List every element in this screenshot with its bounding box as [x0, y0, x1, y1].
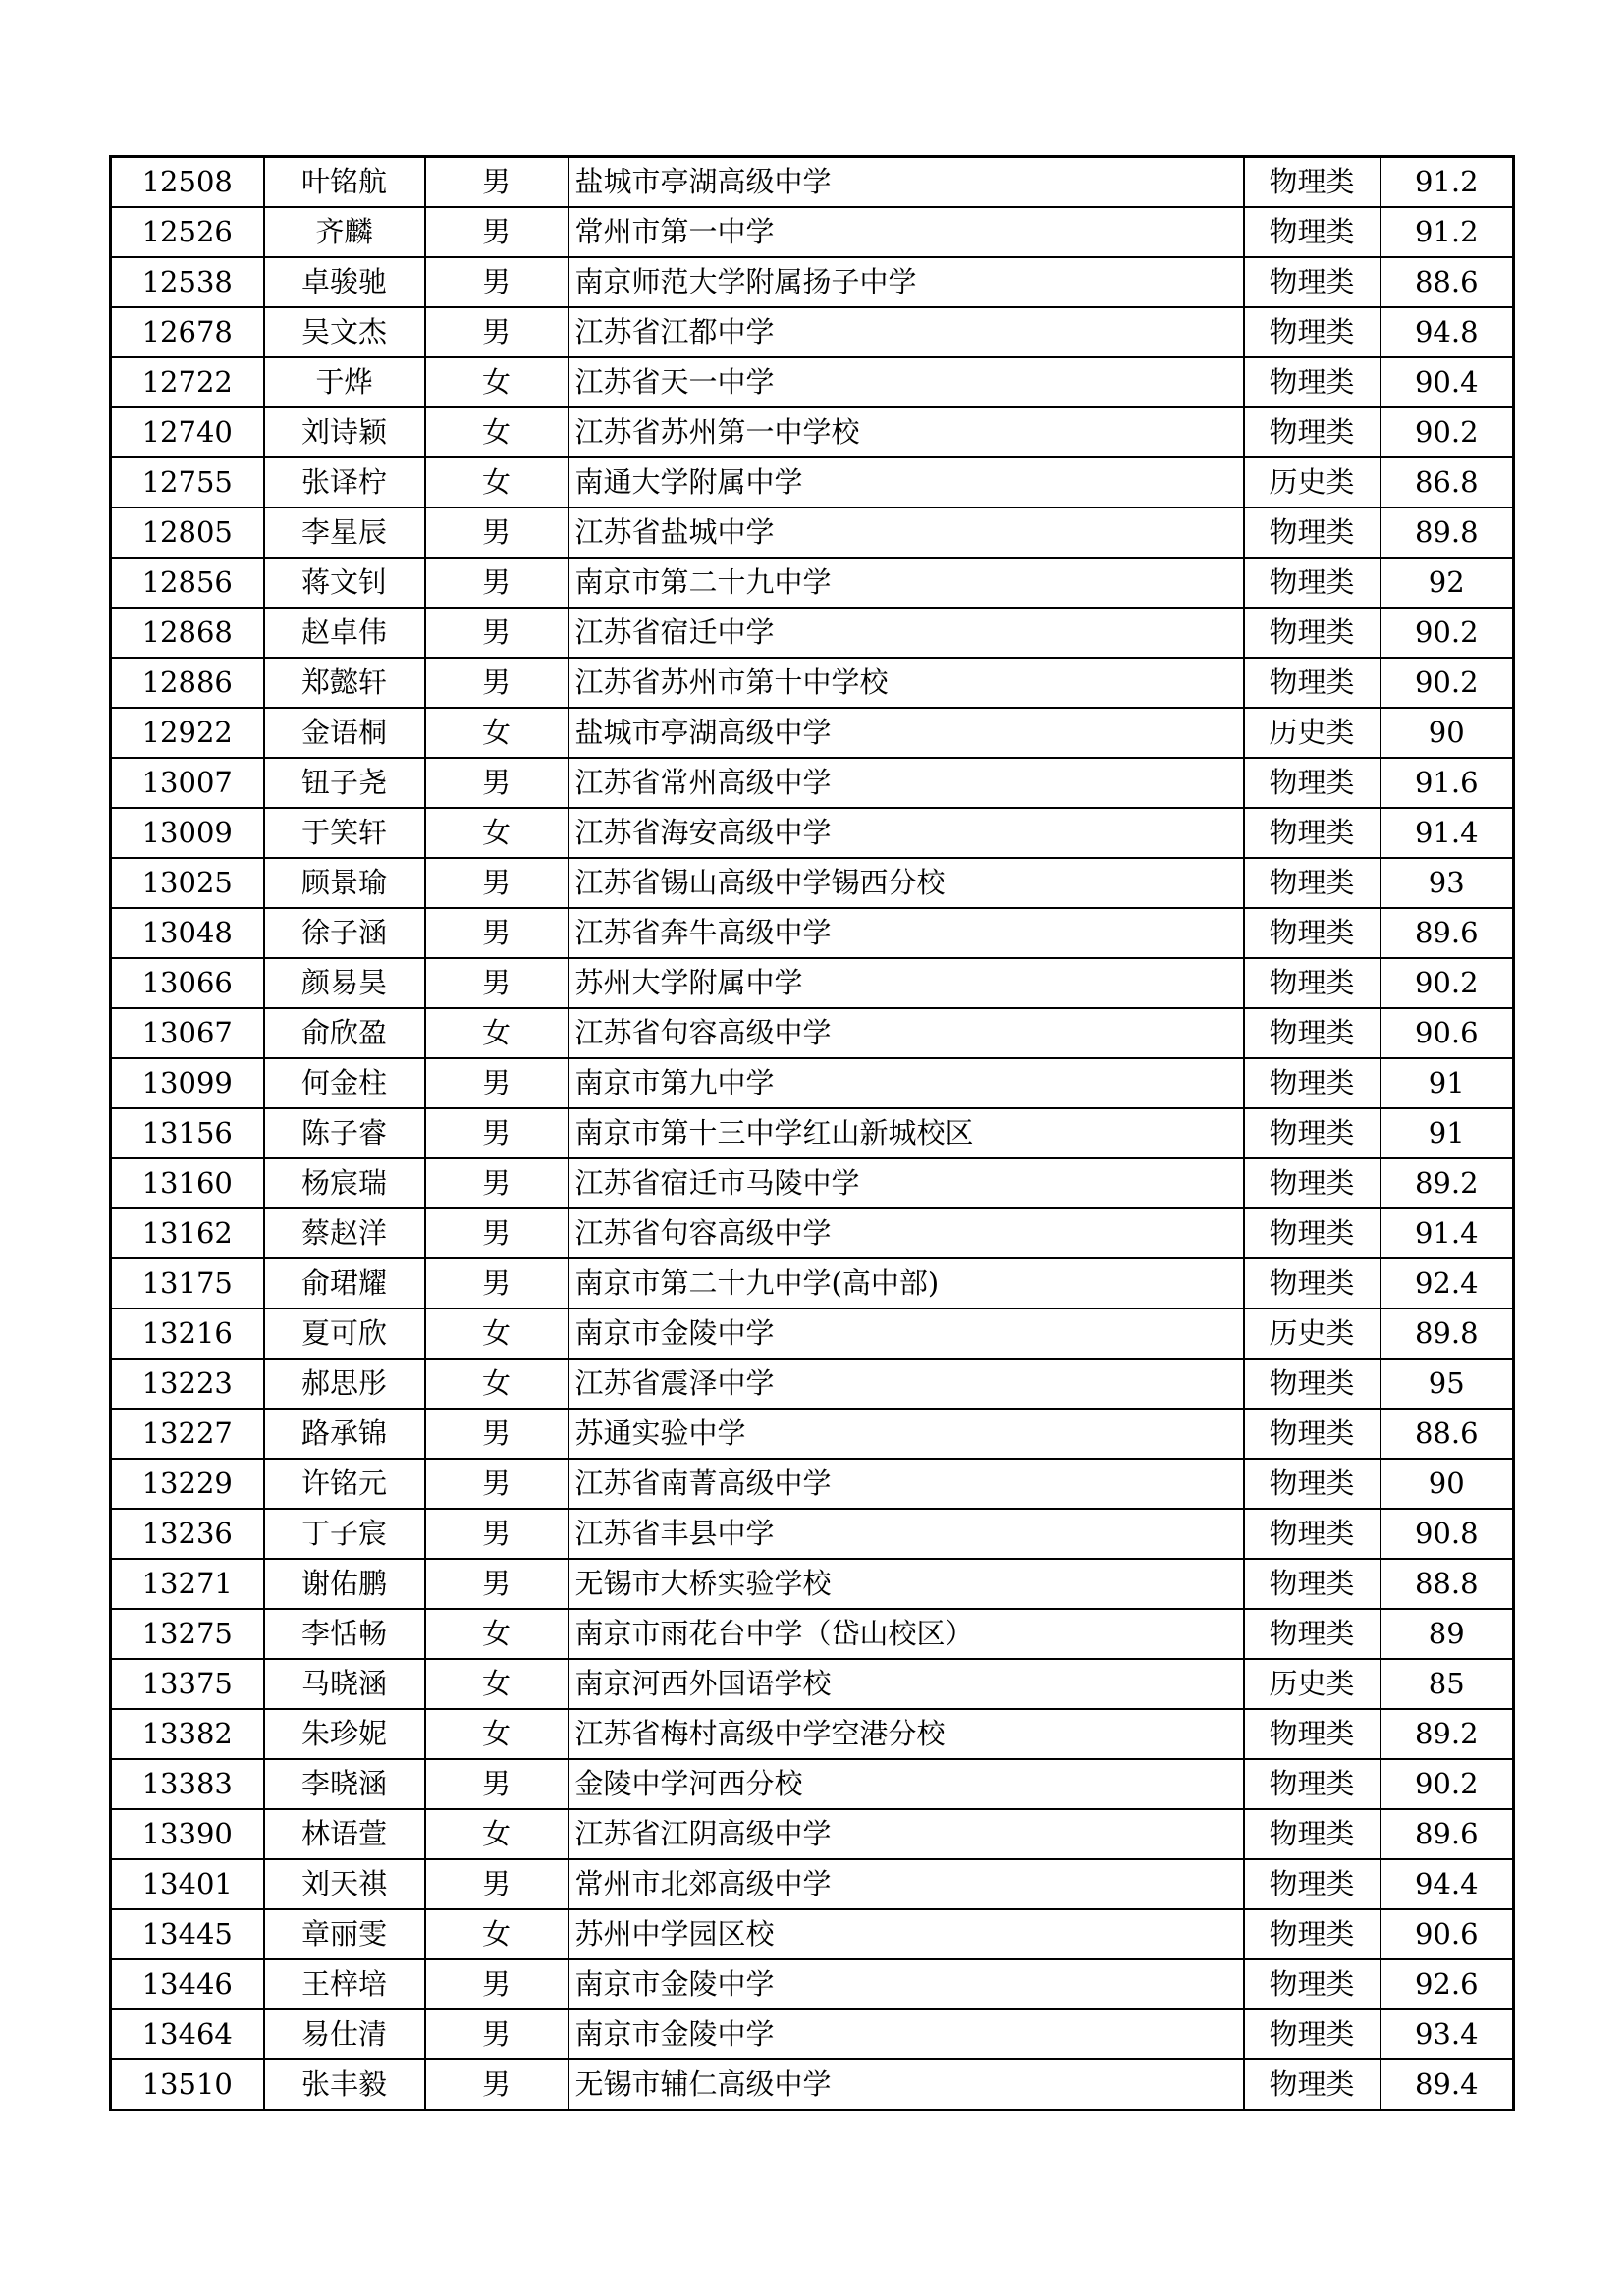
cell-id: 13464 [111, 2009, 264, 2059]
cell-score: 90.2 [1380, 608, 1514, 658]
cell-school: 江苏省苏州市第十中学校 [568, 658, 1244, 708]
cell-track: 物理类 [1244, 1058, 1380, 1108]
cell-gender: 男 [425, 1509, 568, 1559]
cell-gender: 男 [425, 1959, 568, 2009]
cell-gender: 男 [425, 157, 568, 208]
cell-score: 90.6 [1380, 1909, 1514, 1959]
cell-school: 南京市金陵中学 [568, 2009, 1244, 2059]
cell-track: 物理类 [1244, 608, 1380, 658]
cell-name: 叶铭航 [264, 157, 425, 208]
cell-score: 91 [1380, 1108, 1514, 1158]
table-row [111, 1859, 1514, 1909]
table-row [111, 457, 1514, 507]
cell-gender: 男 [425, 608, 568, 658]
cell-score: 94.4 [1380, 1859, 1514, 1909]
cell-id: 13227 [111, 1409, 264, 1459]
cell-id: 13375 [111, 1659, 264, 1709]
cell-track: 物理类 [1244, 2059, 1380, 2110]
cell-name: 俞欣盈 [264, 1008, 425, 1058]
table-row [111, 407, 1514, 457]
table-row [111, 908, 1514, 958]
cell-id: 13216 [111, 1308, 264, 1359]
cell-id: 12805 [111, 507, 264, 558]
cell-score: 88.8 [1380, 1559, 1514, 1609]
cell-track: 物理类 [1244, 1008, 1380, 1058]
cell-score: 89.6 [1380, 908, 1514, 958]
table-row [111, 257, 1514, 307]
cell-gender: 男 [425, 307, 568, 357]
cell-name: 金语桐 [264, 708, 425, 758]
cell-name: 赵卓伟 [264, 608, 425, 658]
cell-name: 卓骏驰 [264, 257, 425, 307]
table-row [111, 307, 1514, 357]
cell-school: 南京市金陵中学 [568, 1308, 1244, 1359]
table-row [111, 1559, 1514, 1609]
cell-name: 刘诗颖 [264, 407, 425, 457]
cell-name: 朱珍妮 [264, 1709, 425, 1759]
cell-school: 苏州大学附属中学 [568, 958, 1244, 1008]
cell-name: 易仕清 [264, 2009, 425, 2059]
cell-track: 物理类 [1244, 1158, 1380, 1208]
cell-name: 林语萱 [264, 1809, 425, 1859]
cell-id: 13048 [111, 908, 264, 958]
cell-gender: 男 [425, 1409, 568, 1459]
cell-gender: 女 [425, 407, 568, 457]
table-row [111, 1308, 1514, 1359]
cell-score: 92.4 [1380, 1258, 1514, 1308]
cell-school: 南京市雨花台中学（岱山校区） [568, 1609, 1244, 1659]
cell-school: 江苏省海安高级中学 [568, 808, 1244, 858]
cell-name: 杨宸瑞 [264, 1158, 425, 1208]
cell-track: 物理类 [1244, 1559, 1380, 1609]
cell-track: 物理类 [1244, 407, 1380, 457]
cell-gender: 男 [425, 2009, 568, 2059]
cell-gender: 女 [425, 1359, 568, 1409]
cell-id: 13236 [111, 1509, 264, 1559]
cell-score: 89.2 [1380, 1158, 1514, 1208]
table-row [111, 958, 1514, 1008]
cell-gender: 男 [425, 207, 568, 257]
cell-track: 物理类 [1244, 958, 1380, 1008]
cell-gender: 女 [425, 1909, 568, 1959]
roster-body [111, 157, 1514, 2110]
cell-gender: 男 [425, 1108, 568, 1158]
cell-track: 历史类 [1244, 457, 1380, 507]
cell-score: 88.6 [1380, 257, 1514, 307]
table-row [111, 1459, 1514, 1509]
cell-name: 张丰毅 [264, 2059, 425, 2110]
cell-track: 物理类 [1244, 1509, 1380, 1559]
cell-id: 13510 [111, 2059, 264, 2110]
cell-id: 13383 [111, 1759, 264, 1809]
cell-gender: 男 [425, 1459, 568, 1509]
cell-id: 13162 [111, 1208, 264, 1258]
table-row [111, 357, 1514, 407]
cell-name: 李晓涵 [264, 1759, 425, 1809]
cell-school: 江苏省盐城中学 [568, 507, 1244, 558]
cell-gender: 女 [425, 1008, 568, 1058]
table-row [111, 708, 1514, 758]
cell-school: 江苏省江阴高级中学 [568, 1809, 1244, 1859]
cell-score: 89 [1380, 1609, 1514, 1659]
table-row [111, 1258, 1514, 1308]
cell-track: 物理类 [1244, 1108, 1380, 1158]
cell-id: 13401 [111, 1859, 264, 1909]
cell-gender: 女 [425, 808, 568, 858]
cell-id: 13275 [111, 1609, 264, 1659]
table-row [111, 1809, 1514, 1859]
cell-school: 江苏省句容高级中学 [568, 1208, 1244, 1258]
cell-gender: 女 [425, 1809, 568, 1859]
cell-score: 89.2 [1380, 1709, 1514, 1759]
table-row [111, 658, 1514, 708]
cell-id: 13390 [111, 1809, 264, 1859]
cell-score: 90.4 [1380, 357, 1514, 407]
cell-score: 91.6 [1380, 758, 1514, 808]
table-row [111, 808, 1514, 858]
table-row [111, 1158, 1514, 1208]
cell-name: 蒋文钊 [264, 558, 425, 608]
cell-gender: 男 [425, 1559, 568, 1609]
cell-name: 颜易昊 [264, 958, 425, 1008]
cell-school: 江苏省宿迁市马陵中学 [568, 1158, 1244, 1208]
cell-name: 路承锦 [264, 1409, 425, 1459]
cell-gender: 男 [425, 257, 568, 307]
cell-name: 郑懿轩 [264, 658, 425, 708]
table-row [111, 1709, 1514, 1759]
cell-name: 蔡赵洋 [264, 1208, 425, 1258]
table-row [111, 1359, 1514, 1409]
cell-name: 张译柠 [264, 457, 425, 507]
cell-score: 91.2 [1380, 157, 1514, 208]
cell-track: 物理类 [1244, 1459, 1380, 1509]
cell-school: 江苏省苏州第一中学校 [568, 407, 1244, 457]
cell-id: 12856 [111, 558, 264, 608]
cell-school: 南京河西外国语学校 [568, 1659, 1244, 1709]
cell-id: 12538 [111, 257, 264, 307]
cell-school: 南京师范大学附属扬子中学 [568, 257, 1244, 307]
cell-school: 江苏省句容高级中学 [568, 1008, 1244, 1058]
cell-id: 13067 [111, 1008, 264, 1058]
cell-name: 陈子睿 [264, 1108, 425, 1158]
cell-gender: 女 [425, 1709, 568, 1759]
cell-score: 90.2 [1380, 658, 1514, 708]
cell-school: 江苏省锡山高级中学锡西分校 [568, 858, 1244, 908]
table-row [111, 1108, 1514, 1158]
cell-score: 88.6 [1380, 1409, 1514, 1459]
cell-school: 江苏省奔牛高级中学 [568, 908, 1244, 958]
cell-school: 盐城市亭湖高级中学 [568, 157, 1244, 208]
cell-school: 常州市第一中学 [568, 207, 1244, 257]
cell-name: 刘天祺 [264, 1859, 425, 1909]
cell-gender: 女 [425, 457, 568, 507]
cell-score: 91 [1380, 1058, 1514, 1108]
cell-school: 江苏省宿迁中学 [568, 608, 1244, 658]
cell-name: 何金柱 [264, 1058, 425, 1108]
cell-score: 90.2 [1380, 958, 1514, 1008]
cell-gender: 男 [425, 1208, 568, 1258]
cell-id: 13156 [111, 1108, 264, 1158]
table-row [111, 608, 1514, 658]
cell-score: 89.8 [1380, 507, 1514, 558]
cell-id: 13445 [111, 1909, 264, 1959]
cell-school: 苏通实验中学 [568, 1409, 1244, 1459]
cell-score: 90.6 [1380, 1008, 1514, 1058]
cell-track: 物理类 [1244, 507, 1380, 558]
cell-score: 89.6 [1380, 1809, 1514, 1859]
table-row [111, 1509, 1514, 1559]
cell-track: 物理类 [1244, 207, 1380, 257]
cell-school: 南京市第二十九中学(高中部) [568, 1258, 1244, 1308]
cell-name: 顾景瑜 [264, 858, 425, 908]
cell-score: 93.4 [1380, 2009, 1514, 2059]
cell-school: 南京市第九中学 [568, 1058, 1244, 1108]
cell-track: 物理类 [1244, 1759, 1380, 1809]
cell-track: 物理类 [1244, 357, 1380, 407]
cell-id: 12922 [111, 708, 264, 758]
cell-school: 南京市金陵中学 [568, 1959, 1244, 2009]
cell-score: 92 [1380, 558, 1514, 608]
cell-name: 俞珺耀 [264, 1258, 425, 1308]
cell-name: 吴文杰 [264, 307, 425, 357]
cell-track: 物理类 [1244, 1909, 1380, 1959]
cell-track: 物理类 [1244, 1258, 1380, 1308]
cell-name: 于笑轩 [264, 808, 425, 858]
cell-name: 章丽雯 [264, 1909, 425, 1959]
cell-name: 丁子宸 [264, 1509, 425, 1559]
cell-gender: 男 [425, 958, 568, 1008]
cell-name: 李星辰 [264, 507, 425, 558]
cell-school: 常州市北郊高级中学 [568, 1859, 1244, 1909]
table-row [111, 1008, 1514, 1058]
cell-track: 物理类 [1244, 2009, 1380, 2059]
cell-school: 盐城市亭湖高级中学 [568, 708, 1244, 758]
cell-score: 91.4 [1380, 808, 1514, 858]
cell-score: 86.8 [1380, 457, 1514, 507]
cell-school: 苏州中学园区校 [568, 1909, 1244, 1959]
cell-track: 物理类 [1244, 1359, 1380, 1409]
cell-score: 90 [1380, 708, 1514, 758]
cell-name: 郝思彤 [264, 1359, 425, 1409]
cell-school: 南通大学附属中学 [568, 457, 1244, 507]
cell-track: 物理类 [1244, 307, 1380, 357]
cell-track: 物理类 [1244, 858, 1380, 908]
cell-gender: 女 [425, 1609, 568, 1659]
cell-track: 物理类 [1244, 1859, 1380, 1909]
table-row [111, 1409, 1514, 1459]
cell-gender: 男 [425, 858, 568, 908]
cell-gender: 男 [425, 1859, 568, 1909]
cell-gender: 男 [425, 1158, 568, 1208]
cell-school: 江苏省梅村高级中学空港分校 [568, 1709, 1244, 1759]
table-row [111, 1759, 1514, 1809]
table-row [111, 507, 1514, 558]
cell-id: 12508 [111, 157, 264, 208]
cell-id: 12722 [111, 357, 264, 407]
cell-gender: 女 [425, 708, 568, 758]
table-row [111, 207, 1514, 257]
cell-id: 12678 [111, 307, 264, 357]
table-row [111, 1909, 1514, 1959]
cell-gender: 男 [425, 1759, 568, 1809]
cell-school: 江苏省天一中学 [568, 357, 1244, 407]
table-row [111, 1659, 1514, 1709]
cell-gender: 男 [425, 758, 568, 808]
cell-track: 物理类 [1244, 1709, 1380, 1759]
cell-school: 江苏省震泽中学 [568, 1359, 1244, 1409]
cell-gender: 男 [425, 908, 568, 958]
cell-track: 物理类 [1244, 1409, 1380, 1459]
cell-id: 13175 [111, 1258, 264, 1308]
cell-id: 13229 [111, 1459, 264, 1509]
cell-id: 12740 [111, 407, 264, 457]
cell-score: 91.4 [1380, 1208, 1514, 1258]
cell-track: 物理类 [1244, 658, 1380, 708]
cell-name: 齐麟 [264, 207, 425, 257]
cell-gender: 男 [425, 558, 568, 608]
cell-gender: 男 [425, 2059, 568, 2110]
cell-gender: 男 [425, 507, 568, 558]
cell-id: 12755 [111, 457, 264, 507]
cell-gender: 男 [425, 1058, 568, 1108]
cell-score: 90.2 [1380, 1759, 1514, 1809]
cell-score: 95 [1380, 1359, 1514, 1409]
cell-school: 江苏省南菁高级中学 [568, 1459, 1244, 1509]
cell-track: 物理类 [1244, 758, 1380, 808]
cell-gender: 男 [425, 658, 568, 708]
cell-track: 物理类 [1244, 1208, 1380, 1258]
cell-track: 历史类 [1244, 1308, 1380, 1359]
cell-name: 夏可欣 [264, 1308, 425, 1359]
cell-track: 历史类 [1244, 708, 1380, 758]
cell-id: 13160 [111, 1158, 264, 1208]
cell-school: 南京市第十三中学红山新城校区 [568, 1108, 1244, 1158]
cell-id: 13007 [111, 758, 264, 808]
cell-score: 89.4 [1380, 2059, 1514, 2110]
table-row [111, 1959, 1514, 2009]
cell-score: 90.2 [1380, 407, 1514, 457]
cell-score: 92.6 [1380, 1959, 1514, 2009]
cell-name: 于烨 [264, 357, 425, 407]
table-row [111, 157, 1514, 208]
cell-name: 谢佑鹏 [264, 1559, 425, 1609]
table-row [111, 858, 1514, 908]
cell-score: 90.8 [1380, 1509, 1514, 1559]
cell-id: 13066 [111, 958, 264, 1008]
cell-gender: 男 [425, 1258, 568, 1308]
cell-track: 历史类 [1244, 1659, 1380, 1709]
cell-score: 90 [1380, 1459, 1514, 1509]
cell-school: 江苏省丰县中学 [568, 1509, 1244, 1559]
cell-track: 物理类 [1244, 157, 1380, 208]
cell-score: 89.8 [1380, 1308, 1514, 1359]
cell-score: 93 [1380, 858, 1514, 908]
cell-track: 物理类 [1244, 808, 1380, 858]
cell-school: 无锡市辅仁高级中学 [568, 2059, 1244, 2110]
cell-gender: 女 [425, 1308, 568, 1359]
cell-track: 物理类 [1244, 1809, 1380, 1859]
cell-school: 江苏省江都中学 [568, 307, 1244, 357]
table-row [111, 758, 1514, 808]
cell-name: 许铭元 [264, 1459, 425, 1509]
cell-track: 物理类 [1244, 1609, 1380, 1659]
cell-name: 钮子尧 [264, 758, 425, 808]
cell-id: 13382 [111, 1709, 264, 1759]
cell-school: 无锡市大桥实验学校 [568, 1559, 1244, 1609]
table-row [111, 2009, 1514, 2059]
cell-id: 12526 [111, 207, 264, 257]
cell-id: 12868 [111, 608, 264, 658]
cell-track: 物理类 [1244, 908, 1380, 958]
table-row [111, 1058, 1514, 1108]
cell-score: 85 [1380, 1659, 1514, 1709]
cell-track: 物理类 [1244, 558, 1380, 608]
cell-id: 13223 [111, 1359, 264, 1409]
cell-name: 马晓涵 [264, 1659, 425, 1709]
cell-gender: 女 [425, 357, 568, 407]
cell-score: 94.8 [1380, 307, 1514, 357]
cell-id: 12886 [111, 658, 264, 708]
cell-school: 金陵中学河西分校 [568, 1759, 1244, 1809]
cell-id: 13099 [111, 1058, 264, 1108]
cell-track: 物理类 [1244, 1959, 1380, 2009]
roster-table [109, 155, 1515, 2111]
cell-id: 13446 [111, 1959, 264, 2009]
table-row [111, 2059, 1514, 2110]
cell-name: 徐子涵 [264, 908, 425, 958]
cell-id: 13025 [111, 858, 264, 908]
cell-school: 南京市第二十九中学 [568, 558, 1244, 608]
table-row [111, 1609, 1514, 1659]
cell-school: 江苏省常州高级中学 [568, 758, 1244, 808]
table-row [111, 558, 1514, 608]
cell-name: 李恬畅 [264, 1609, 425, 1659]
table-row [111, 1208, 1514, 1258]
cell-score: 91.2 [1380, 207, 1514, 257]
cell-id: 13009 [111, 808, 264, 858]
cell-gender: 女 [425, 1659, 568, 1709]
cell-id: 13271 [111, 1559, 264, 1609]
cell-track: 物理类 [1244, 257, 1380, 307]
cell-name: 王梓培 [264, 1959, 425, 2009]
